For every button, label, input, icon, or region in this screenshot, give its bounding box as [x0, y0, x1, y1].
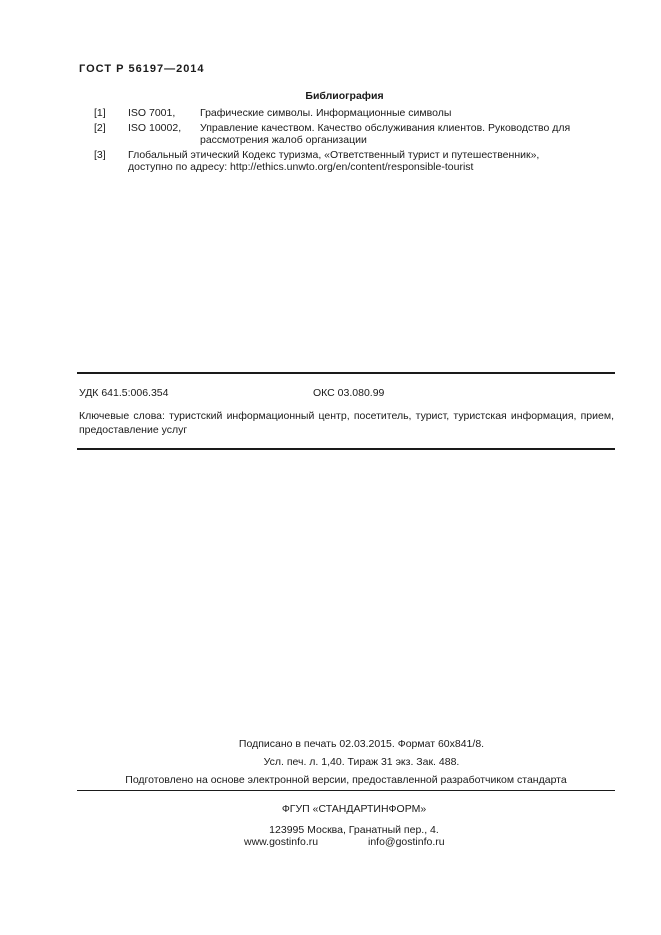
reference-source: ISO 10002, — [128, 122, 182, 134]
reference-number: [3] — [94, 149, 106, 161]
publisher-name: ФГУП «СТАНДАРТИНФОРМ» — [281, 803, 427, 815]
udk-code: УДК 641.5:006.354 — [79, 387, 169, 399]
reference-number: [1] — [94, 107, 106, 119]
standard-code: ГОСТ Р 56197—2014 — [79, 63, 205, 75]
reference-source: ISO 7001, — [128, 107, 176, 119]
reference-text-line-2: доступно по адресу: http://ethics.unwto.org/en/content/responsible-tourist — [128, 161, 474, 173]
oks-code: ОКС 03.080.99 — [313, 387, 385, 399]
publisher-email[interactable]: info@gostinfo.ru — [368, 836, 445, 848]
print-info: Усл. печ. л. 1,40. Тираж 31 экз. Зак. 488. — [263, 756, 460, 768]
publisher-address: 123995 Москва, Гранатный пер., 4. — [269, 824, 439, 836]
reference-text-line-1: Глобальный этический Кодекс туризма, «Ответственный турист и путешественник», — [128, 149, 540, 161]
keywords: Ключевые слова: туристский информационный центр, посетитель, турист, туристская информация, прием, предоставление услуг — [79, 410, 614, 436]
bottom-divider — [77, 448, 615, 450]
bibliography-title: Библиография — [305, 90, 384, 102]
top-divider — [77, 372, 615, 374]
publisher-website[interactable]: www.gostinfo.ru — [244, 836, 319, 848]
reference-title: Графические символы. Информационные символы — [200, 107, 452, 119]
reference-number: [2] — [94, 122, 106, 134]
signed-info: Подписано в печать 02.03.2015. Формат 60x841/8. — [238, 738, 485, 750]
reference-text — [128, 149, 608, 173]
prepared-info: Подготовлено на основе электронной версии, предоставленной разработчиком стандарта — [125, 774, 567, 786]
imprint-divider — [77, 790, 615, 791]
reference-title: Управление качеством. Качество обслуживания клиентов. Руководство для рассмотрения жалоб организации — [200, 122, 571, 146]
